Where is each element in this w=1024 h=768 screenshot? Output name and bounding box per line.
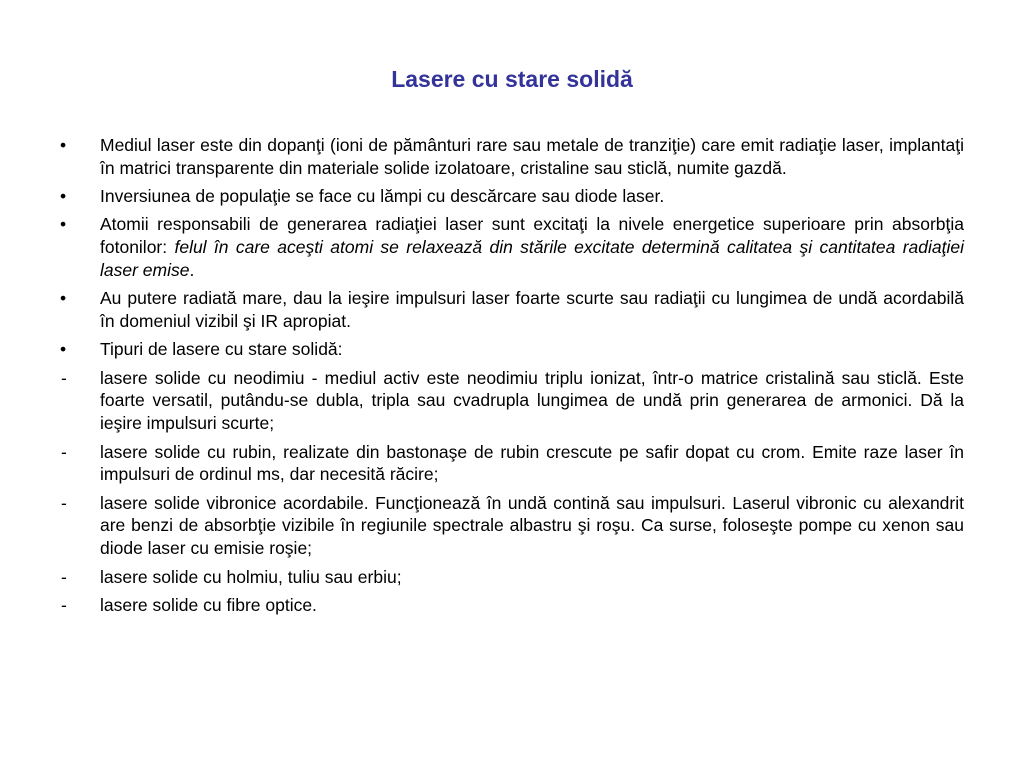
item-italic-text: felul în care aceşti atomi se relaxează din stările excitate determină calitatea şi cantitatea radiaţiei laser emise (100, 237, 964, 280)
bullet-marker: • (60, 186, 67, 207)
list-item (60, 594, 964, 617)
dash-marker: - (61, 367, 67, 388)
bullet-list (60, 134, 964, 622)
list-item (60, 287, 964, 333)
item-text: Tipuri de lasere cu stare solidă: (100, 339, 343, 360)
list-item (60, 338, 964, 361)
item-text: Inversiunea de populaţie se face cu lămpi cu descărcare sau diode laser. (100, 186, 665, 207)
list-item (60, 492, 964, 560)
dash-marker: - (61, 441, 67, 462)
item-tail-text: . (189, 259, 195, 280)
list-item (60, 441, 964, 487)
list-item (60, 566, 964, 589)
item-text: lasere solide cu rubin, realizate din bastonaşe de rubin crescute pe safir dopat cu crom. Emite raze laser în impulsuri de ordinul ms, dar necesită răcire; (100, 441, 964, 485)
list-item (60, 367, 964, 435)
list-item (60, 213, 964, 281)
item-text: lasere solide cu holmiu, tuliu sau erbiu; (100, 566, 402, 587)
item-text: Mediul laser este din dopanţi (ioni de pământuri rare sau metale de tranziţie) care emit radiaţie laser, implantaţi în matrici transparente din materiale solide izolatoare, cristaline sau sticlă, numite gazdă. (100, 135, 964, 178)
item-text: lasere solide cu fibre optice. (100, 594, 317, 615)
dash-marker: - (61, 492, 67, 513)
item-text: Au putere radiată mare, dau la ieşire impulsuri laser foarte scurte sau radiaţii cu lungimea de undă acordabilă în domeniul vizibil şi IR apropiat. (100, 288, 964, 332)
slide-title: Lasere cu stare solidă (391, 66, 633, 92)
list-item (60, 134, 964, 180)
bullet-marker: • (60, 214, 67, 235)
bullet-marker: • (60, 339, 67, 360)
item-text: lasere solide cu neodimiu - mediul activ este neodimiu triplu ionizat, într-o matrice cristalină sau sticlă. Este foarte versatil, putându-se dubla, tripla sau cvadrupla lungimea de undă prin generarea de armonici. Dă la ieşire impulsuri scurte; (100, 367, 964, 434)
dash-marker: - (61, 594, 67, 615)
dash-marker: - (61, 566, 67, 587)
bullet-marker: • (60, 135, 67, 155)
item-text: Atomii responsabili de generarea radiaţiei laser sunt excitaţi la nivele energetice superioare prin absorbţia fotonilor: (100, 214, 964, 258)
list-item (60, 185, 964, 208)
item-text: lasere solide vibronice acordabile. Funcţionează în undă contină sau impulsuri. Laserul vibronic cu alexandrit are benzi de absorbţie vizibile în regiunile spectrale albastru şi roşu. Ca surse, foloseşte pompe cu xenon sau diode laser cu emisie roşie; (100, 492, 964, 559)
bullet-marker: • (60, 288, 67, 309)
